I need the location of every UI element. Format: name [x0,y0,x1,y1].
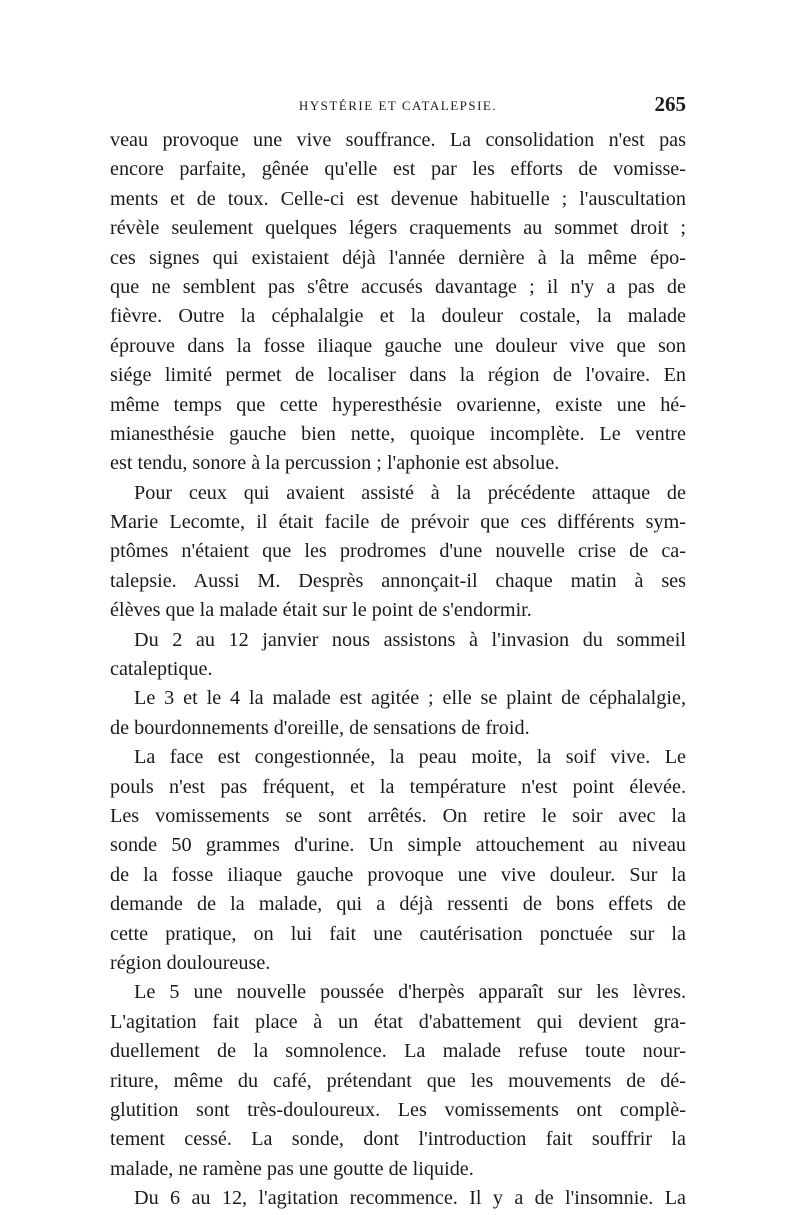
text-line: révèle seulement quelques légers craquements au sommet droit ; [110,217,686,240]
text-line: sonde 50 grammes d'urine. Un simple attouchement au niveau [110,834,686,857]
text-line: tement cessé. La sonde, dont l'introduction fait souffrir la [110,1128,686,1151]
text-line: encore parfaite, gênée qu'elle est par les efforts de vomisse- [110,158,686,181]
text-line: éprouve dans la fosse iliaque gauche une douleur vive que son [110,334,686,357]
text-line: talepsie. Aussi M. Desprès annonçait-il chaque matin à ses [110,569,686,592]
running-title: HYSTÉRIE ET CATALEPSIE. [298,98,498,113]
text-line: Le 3 et le 4 la malade est agitée ; elle se plaint de céphalalgie, [134,687,686,710]
text-line: Pour ceux qui avaient assisté à la précédente attaque de [134,481,686,504]
page-number: 265 [654,92,686,116]
text-line: duellement de la somnolence. La malade refuse toute nour- [110,1040,686,1063]
text-line: même temps que cette hyperesthésie ovarienne, existe une hé- [110,393,686,416]
text-line: de la fosse iliaque gauche provoque une vive douleur. Sur la [110,863,686,886]
text-line: ptômes n'étaient que les prodromes d'une nouvelle crise de ca- [110,540,686,563]
text-line: pouls n'est pas fréquent, et la température n'est point élevée. [110,775,686,798]
text-line: cataleptique. [110,658,213,681]
text-line: Les vomissements se sont arrêtés. On retire le soir avec la [110,804,686,827]
text-line: ces signes qui existaient déjà l'année dernière à la même épo- [110,246,686,269]
text-line: Du 6 au 12, l'agitation recommence. Il y a de l'insomnie. La [134,1187,686,1210]
text-line: Le 5 une nouvelle poussée d'herpès apparaît sur les lèvres. [134,981,686,1004]
text-line: veau provoque une vive souffrance. La consolidation n'est pas [110,129,686,151]
text-line: glutition sont très-douloureux. Les vomissements ont complè- [110,1098,686,1121]
text-line: est tendu, sonore à la percussion ; l'aphonie est absolue. [110,452,560,475]
text-line: Marie Lecomte, il était facile de prévoir que ces différents sym- [110,511,686,534]
text-line: siége limité permet de localiser dans la région de l'ovaire. En [110,364,686,387]
text-line: cette pratique, on lui fait une cautérisation ponctuée sur la [110,922,686,945]
text-line: élèves que la malade était sur le point de s'endormir. [110,599,532,622]
text-line: mianesthésie gauche bien nette, quoique incomplète. Le ventre [110,422,686,445]
text-line: ments et de toux. Celle-ci est devenue habituelle ; l'auscultation [110,187,686,210]
page-header [110,94,686,122]
text-line: demande de la malade, qui a déjà ressenti de bons effets de [110,893,686,916]
text-line: riture, même du café, prétendant que les mouvements de dé- [110,1069,686,1092]
text-line: de bourdonnements d'oreille, de sensations de froid. [110,716,530,739]
text-line: malade, ne ramène pas une goutte de liquide. [110,1157,474,1180]
text-line: fièvre. Outre la céphalalgie et la douleur costale, la malade [110,305,686,328]
text-line: Du 2 au 12 janvier nous assistons à l'invasion du sommeil [134,628,686,651]
text-line: que ne semblent pas s'être accusés davantage ; il n'y a pas de [110,275,686,298]
text-line: région douloureuse. [110,951,271,974]
text-line: L'agitation fait place à un état d'abattement qui devient gra- [110,1010,686,1033]
text-line: La face est congestionnée, la peau moite, la soif vive. Le [134,746,686,769]
body-text [110,126,686,1213]
